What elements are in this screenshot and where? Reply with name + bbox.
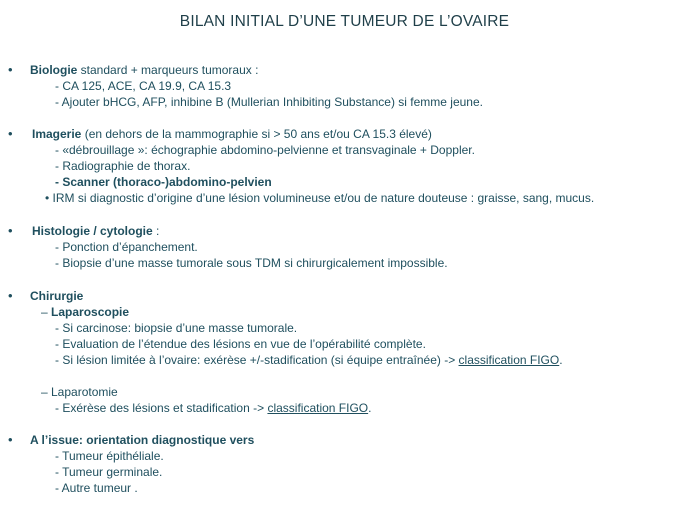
page-title: BILAN INITIAL D’UNE TUMEUR DE L’OVAIRE <box>179 13 510 30</box>
bullet-issue: • <box>8 432 13 447</box>
histologie-title: Histologie / cytologie <box>32 224 153 238</box>
laparoscopie-label: Laparoscopie <box>51 305 130 319</box>
imagerie-subtitle: (en dehors de la mammographie si > 50 ans et/ou CA 15.3 élevé) <box>81 127 432 141</box>
section-issue-heading: A l’issue: orientation diagnostique vers <box>30 433 255 447</box>
laparotomie-heading: – Laparotomie <box>41 385 118 399</box>
issue-item: - Autre tumeur . <box>55 481 138 495</box>
bullet-chirurgie: • <box>8 288 13 303</box>
biologie-item: - Ajouter bHCG, AFP, inhibine B (Mullerian Inhibiting Substance) si femme jeune. <box>55 95 483 109</box>
histologie-item: - Ponction d’épanchement. <box>55 240 198 254</box>
imagerie-item: - «débrouillage »: échographie abdomino-pelvienne et transvaginale + Doppler. <box>55 143 475 157</box>
laparoscopie-item: - Evaluation de l’étendue des lésions en vue de l’opérabilité complète. <box>55 337 426 351</box>
laparoscopie-dash: – <box>41 305 52 319</box>
section-chirurgie-heading: Chirurgie <box>30 289 84 303</box>
histologie-item: - Biopsie d’une masse tumorale sous TDM si chirurgicalement impossible. <box>55 256 448 270</box>
laparotomie-figo-prefix: - Exérèse des lésions et stadification -> <box>55 401 268 415</box>
laparoscopie-item: - Si carcinose: biopsie d’une masse tumorale. <box>55 321 298 335</box>
imagerie-item: - Radiographie de thorax. <box>55 159 191 173</box>
laparoscopie-figo-prefix: - Si lésion limitée à l’ovaire: exérèse +/-stadification (si équipe entraînée) -> <box>55 353 459 367</box>
laparotomie-figo-suffix: . <box>368 401 372 415</box>
imagerie-title: Imagerie <box>32 127 82 141</box>
biologie-title: Biologie <box>30 63 78 77</box>
bullet-histologie: • <box>8 223 13 238</box>
laparoscopie-heading <box>41 304 129 321</box>
laparoscopie-item-figo <box>55 352 563 369</box>
section-histologie-heading <box>32 223 159 240</box>
biologie-item: - CA 125, ACE, CA 19.9, CA 15.3 <box>55 79 232 93</box>
bullet-biologie: • <box>8 62 13 77</box>
section-imagerie-heading <box>32 126 432 143</box>
issue-item: - Tumeur germinale. <box>55 465 163 479</box>
histologie-subtitle: : <box>152 224 160 238</box>
section-biologie-heading <box>30 62 258 79</box>
imagerie-scanner: - Scanner (thoraco-)abdomino-pelvien <box>55 175 272 189</box>
classification-figo-link[interactable]: classification FIGO <box>267 401 369 415</box>
bullet-irm: • <box>45 191 50 205</box>
classification-figo-link[interactable]: classification FIGO <box>458 353 560 367</box>
biologie-subtitle: standard + marqueurs tumoraux : <box>77 63 259 77</box>
imagerie-irm <box>45 190 594 207</box>
irm-text: IRM si diagnostic d’origine d’une lésion volumineuse et/ou de nature douteuse : graisse, sang, mucus. <box>52 191 595 205</box>
issue-item: - Tumeur épithéliale. <box>55 449 164 463</box>
laparoscopie-figo-suffix: . <box>559 353 563 367</box>
laparotomie-item-figo <box>55 400 371 417</box>
bullet-imagerie: • <box>8 126 13 141</box>
